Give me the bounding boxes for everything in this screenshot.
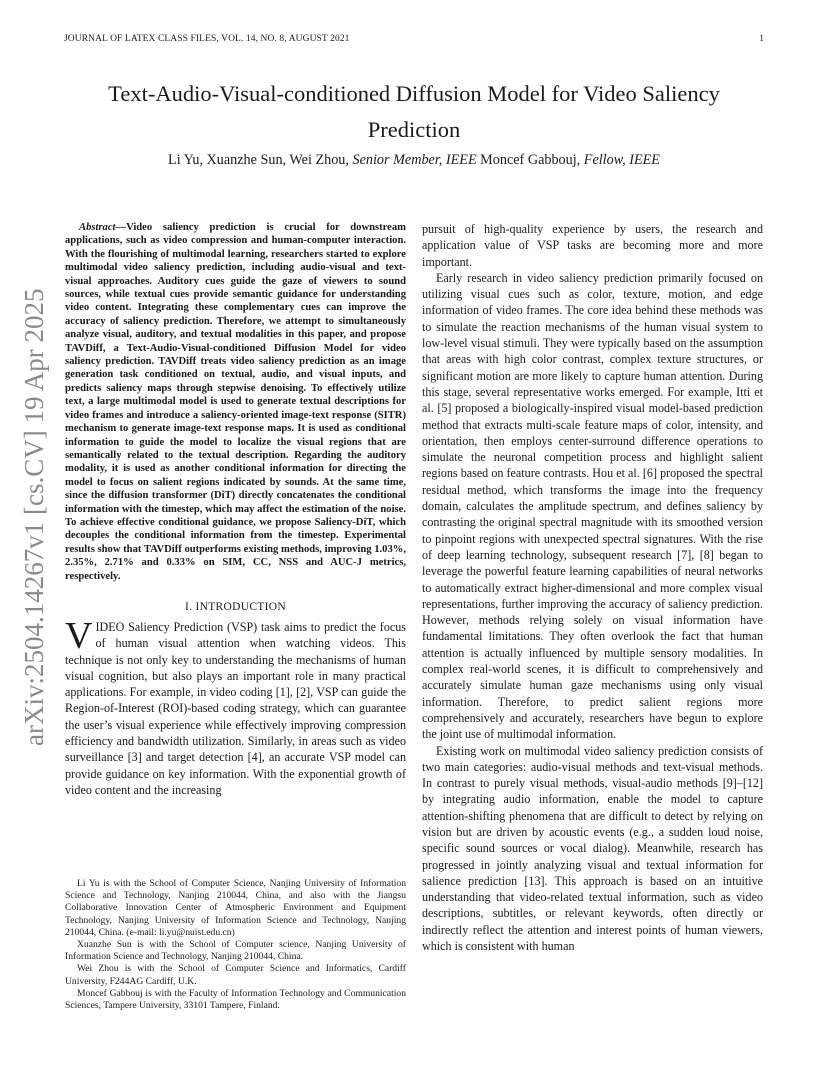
abstract-label: Abstract — [79, 222, 116, 233]
authors-part-2: Moncef Gabbouj, — [476, 152, 584, 168]
footnote-3: Wei Zhou is with the School of Computer Science and Informatics, Cardiff University, F244AG Cardiff, U.K. — [65, 963, 406, 987]
author-role-1: Senior Member, IEEE — [352, 152, 477, 168]
footnote-4: Moncef Gabbouj is with the Faculty of Information Technology and Communication Sciences, Tampere University, 33101 Tampere, Finland. — [65, 987, 406, 1012]
abstract — [65, 221, 406, 583]
intro-paragraph-1 — [65, 614, 406, 798]
arxiv-sidebar-stamp: arXiv:2504.14267v1 [cs.CV] 19 Apr 2025 — [19, 288, 49, 746]
intro-paragraph-3: Existing work on multimodal video saliency prediction consists of two main categories: audio-visual methods and text-visual methods. In contrast to purely visual methods, visual-audio methods [9]–[12] by integrating audio information, enable the model to capture attention-shifting phenomena that are difficult to detect by relying on vision but are driven by acoustic events (e.g., a sudden loud noise, specific sound sources or vocal dialog). Meanwhile, research has progressed in jointly analyzing visual and textual information for salience prediction [13]. This approach is based on an intuitive understanding that video-related textual information, such as video descriptions, subtitles, or relevant keywords, often directly or indirectly reflect the attention and interest points of human viewers, which is consistent with human — [422, 743, 763, 954]
section-heading-introduction: I. INTRODUCTION — [185, 600, 286, 613]
abstract-text: —Video saliency prediction is crucial for downstream applications, such as video compression and human-computer interaction. With the flourishing of multimodal learning, researchers started to explore multimodal video saliency prediction, including audio-visual and text-visual approaches. Auditory cues guide the gaze of viewers to sound sources, while textual cues provide semantic guidance for understanding video content. Integrating these complementary cues can improve the accuracy of saliency prediction. Therefore, we attempt to simultaneously analyze visual, auditory, and textual modalities in this paper, and propose TAVDiff, a Text-Audio-Visual-conditioned Diffusion Model for video saliency prediction. TAVDiff treats video saliency prediction as an image generation task conditioned on textual, audio, and visual inputs, and predicts saliency maps through stepwise denoising. To effectively utilize text, a large multimodal model is used to generate textual descriptions for video frames and introduce a saliency-oriented image-text response (SITR) mechanism to generate image-text response maps. It is used as conditional information to guide the model to localize the visual regions that are semantically related to the textual description. Regarding the auditory modality, it is used as another conditional information for directing the model to focus on salient regions indicated by sounds. At the same time, since the diffusion transformer (DiT) directly concatenates the conditional information with the timestep, which may affect the estimation of the noise. To achieve effective conditional guidance, we propose Saliency-DiT, which decouples the conditional information from the timestep. Experimental results show that TAVDiff outperforms existing methods, improving 1.03%, 2.35%, 2.71% and 0.33% on SIM, CC, NSS and AUC-J metrics, respectively. — [65, 222, 406, 582]
footnote-2: Xuanzhe Sun is with the School of Computer science, Nanjing University of Information Science and Technology, Nanjing 210044, China. — [65, 939, 406, 963]
page-number: 1 — [759, 34, 764, 44]
author-list — [64, 152, 764, 169]
author-footnotes — [65, 878, 406, 1012]
intro-paragraph-1-continued: pursuit of high-quality experience by users, the research and application value of VSP tasks are becoming more and more important. — [422, 222, 763, 269]
right-column — [422, 221, 763, 954]
author-role-2: Fellow, IEEE — [583, 152, 660, 168]
running-header: JOURNAL OF LATEX CLASS FILES, VOL. 14, NO. 8, AUGUST 2021 — [64, 34, 350, 44]
paper-title: Text-Audio-Visual-conditioned Diffusion Model for Video Saliency Prediction — [108, 81, 720, 142]
intro-paragraph-2: Early research in video saliency prediction primarily focused on utilizing visual cues such as color, texture, motion, and edge information of video frames. The core idea behind these methods was to simulate the reaction mechanisms of the human visual system to low-level visual stimuli. They were typically based on the assumption that areas with high color contrast, complex texture structures, or significant motion are more likely to capture human attention. During this stage, several representative works emerged. For example, Itti et al. [5] proposed a biologically-inspired visual model-based prediction method that extracts multi-scale feature maps of color, intensity, and orientation, then employs center-surround difference operations to simulate the neuronal competition process and highlight salient regions based on feature contrasts. Hou et al. [6] proposed the spectral residual method, which transforms the image into the frequency domain, calculates the amplitude spectrum, and defines saliency by contrasting the original spectral magnitude with its smoothed version to pinpoint regions with unexpected spectral signatures. With the rise of deep learning technology, subsequent research [7], [8] began to leverage the powerful feature learning capabilities of neural networks to automatically extract higher-dimensional and more complex visual representations, further improving the accuracy of saliency prediction. However, methods relying solely on visual information have fundamental limitations. They often overlook the fact that human attention is actually influenced by multiple sensory modalities. In complex real-world scenes, it is difficult to comprehensively and accurately simulate human gaze mechanisms using only visual information. Therefore, to predict salient regions more comprehensively and accurately, researchers have begun to explore the joint use of multimodal information. — [422, 270, 763, 742]
authors-part-1: Li Yu, Xuanzhe Sun, Wei Zhou, — [168, 152, 353, 168]
drop-cap: V — [65, 614, 93, 657]
left-column — [65, 221, 406, 798]
footnote-1: Li Yu is with the School of Computer Science, Nanjing University of Information Science and Technology, Nanjing 210044, China, and also with the Jiangsu Collaborative Innovation Center of Atmospheric Environment and Equipment Technology, Nanjing University of Information Science and Technology, Nanjing 210044, China. (e-mail: li.yu@nuist.edu.cn) — [65, 878, 406, 938]
intro-paragraph-1-text: IDEO Saliency Prediction (VSP) task aims to predict the focus of human visual attention when watching videos. This technique is not only key to understanding the mechanisms of human visual cognition, but also plays an important role in many practical applications. For example, in video coding [1], [2], VSP can guide the Region-of-Interest (ROI)-based coding strategy, which can guarantee the user’s visual experience while effectively improving compression efficiency and bandwidth utilization. Similarly, in areas such as video surveillance [3] and target detection [4], an accurate VSP model can provide guidance on key information. With the exponential growth of video content and the increasing — [65, 619, 406, 797]
